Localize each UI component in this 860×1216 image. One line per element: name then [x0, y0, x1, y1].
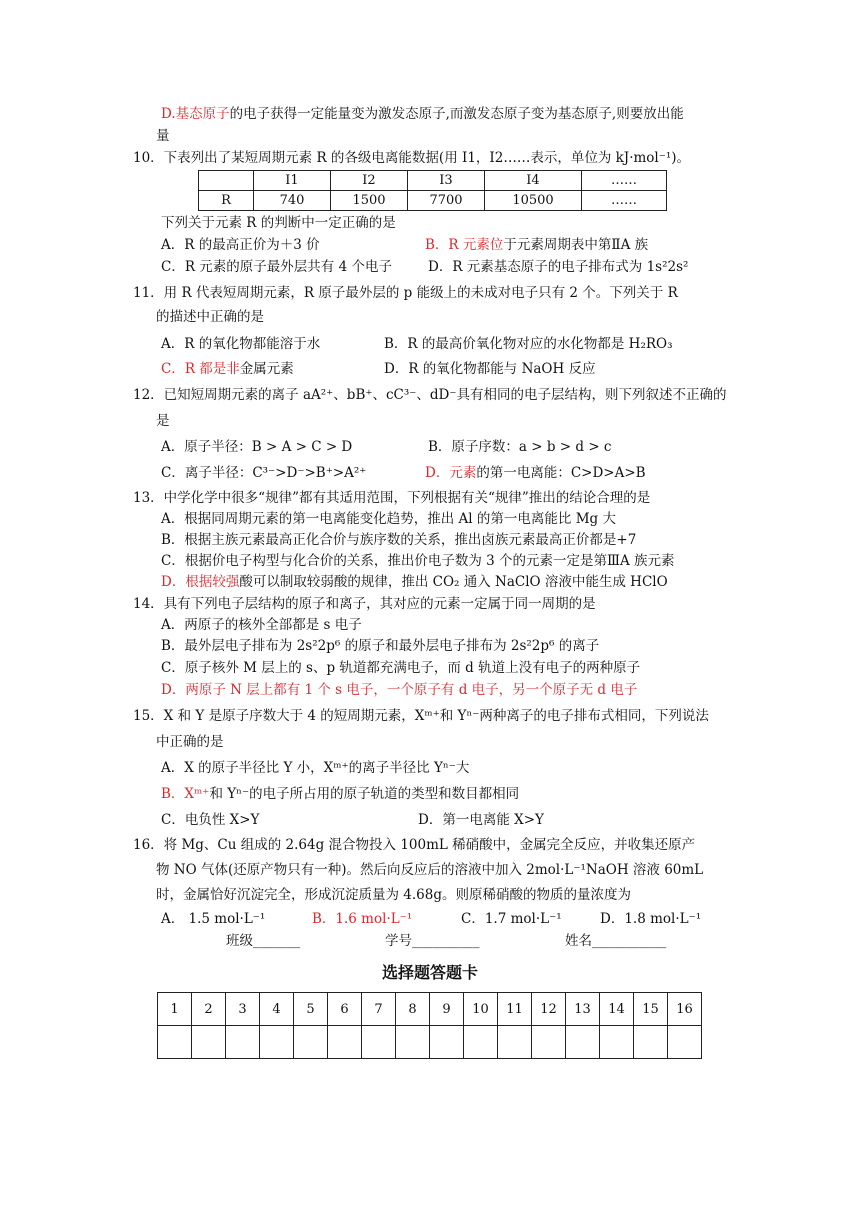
- q10-stem: 10．下表列出了某短周期元素 R 的各级电离能数据(用 I1，I2……表示，单位为 kJ·mol⁻¹)。: [133, 150, 691, 166]
- q13-option-b: B．根据主族元素最高正化合价与族序数的关系，推出卤族元素最高正价都是+7: [161, 532, 637, 548]
- q10-option-c: C．R 元素的原子最外层共有 4 个电子: [161, 259, 392, 275]
- q11-stem-cont: 的描述中正确的是: [156, 309, 264, 325]
- q11-option-a: A．R 的氧化物都能溶于水: [161, 336, 321, 352]
- answer-card-cell[interactable]: [600, 1026, 634, 1059]
- answer-card-number: 5: [294, 993, 328, 1026]
- name-field[interactable]: 姓名___________: [565, 933, 667, 949]
- answer-card-number: 12: [532, 993, 566, 1026]
- q13-option-a: A．根据同周期元素的第一电离能变化趋势，推出 Al 的第一电离能比 Mg 大: [161, 511, 616, 527]
- q15-stem-cont: 中正确的是: [156, 734, 224, 750]
- q10-option-a: A．R 的最高正价为＋3 价: [161, 237, 320, 253]
- q11-option-d: D．R 的氧化物都能与 NaOH 反应: [384, 361, 596, 377]
- answer-card-cell[interactable]: [532, 1026, 566, 1059]
- q16-option-a: A． 1.5 mol·L⁻¹: [161, 911, 266, 927]
- answer-card-number: 3: [226, 993, 260, 1026]
- answer-card-number: 9: [430, 993, 464, 1026]
- answer-card-number: 14: [600, 993, 634, 1026]
- q10-option-b: B．R 元素位于元素周期表中第ⅡA 族: [425, 237, 649, 253]
- q12-option-b: B．原子序数：a > b > d > c: [428, 439, 612, 455]
- ionization-table-header: I1 I2 I3 I4 ……: [199, 171, 667, 191]
- answer-card-cell[interactable]: [328, 1026, 362, 1059]
- answer-card-title: 选择题答题卡: [381, 963, 478, 982]
- class-field[interactable]: 班级_______: [226, 933, 301, 949]
- answer-card-cell[interactable]: [634, 1026, 668, 1059]
- q13-option-c: C．根据价电子构型与化合价的关系，推出价电子数为 3 个的元素一定是第ⅢA 族元素: [161, 553, 675, 569]
- q10-option-d: D．R 元素基态原子的电子排布式为 1s²2s²: [428, 259, 689, 275]
- q16-stem-cont1: 物 NO 气体(还原产物只有一种)。然后向反应后的溶液中加入 2mol·L⁻¹NaOH 溶液 60mL: [156, 862, 704, 878]
- answer-card-cell[interactable]: [294, 1026, 328, 1059]
- q12-option-c: C．离子半径：C³⁻>D⁻>B⁺>A²⁺: [161, 465, 367, 481]
- q14-option-c: C．原子核外 M 层上的 s、p 轨道都充满电子，而 d 轨道上没有电子的两种原子: [161, 660, 641, 676]
- q16-stem-cont2: 时，金属恰好沉淀完全，形成沉淀质量为 4.68g。则原稀硝酸的物质的量浓度为: [156, 887, 631, 903]
- q14-option-a: A．两原子的核外全部都是 s 电子: [161, 617, 362, 633]
- q16-option-b: B．1.6 mol·L⁻¹: [312, 911, 413, 927]
- answer-card-number: 2: [192, 993, 226, 1026]
- student-id-field[interactable]: 学号__________: [385, 933, 480, 949]
- answer-card-cell[interactable]: [498, 1026, 532, 1059]
- answer-card-number: 6: [328, 993, 362, 1026]
- q13-stem: 13．中学化学中很多“规律”都有其适用范围，下列根据有关“规律”推出的结论合理的是: [133, 490, 651, 506]
- answer-card-cell[interactable]: [226, 1026, 260, 1059]
- q16-option-c: C．1.7 mol·L⁻¹: [461, 911, 562, 927]
- q15-option-b: B．Xᵐ⁺和 Yⁿ⁻的电子所占用的原子轨道的类型和数目都相同: [161, 786, 520, 802]
- answer-card-number: 1: [158, 993, 192, 1026]
- answer-card-number: 15: [634, 993, 668, 1026]
- answer-card-number: 11: [498, 993, 532, 1026]
- answer-card-header-row: [158, 993, 702, 1026]
- q14-option-d: D．两原子 N 层上都有 1 个 s 电子，一个原子有 d 电子，另一个原子无 d 电子: [161, 682, 638, 698]
- q15-option-a: A．X 的原子半径比 Y 小，Xᵐ⁺的离子半径比 Yⁿ⁻大: [161, 760, 470, 776]
- answer-card-number: 16: [668, 993, 702, 1026]
- q15-option-d: D．第一电离能 X>Y: [418, 812, 544, 828]
- answer-card-cell[interactable]: [668, 1026, 702, 1059]
- q14-stem: 14．具有下列电子层结构的原子和离子，其对应的元素一定属于同一周期的是: [133, 596, 596, 612]
- answer-card-cell[interactable]: [430, 1026, 464, 1059]
- answer-card-cell[interactable]: [192, 1026, 226, 1059]
- q12-option-d: D．元素的第一电离能：C>D>A>B: [425, 465, 646, 481]
- answer-card-number: 7: [362, 993, 396, 1026]
- q15-stem: 15．X 和 Y 是原子序数大于 4 的短周期元素，Xᵐ⁺和 Yⁿ⁻两种离子的电子排布式相同，下列说法: [133, 708, 709, 724]
- q14-option-b: B．最外层电子排布为 2s²2p⁶ 的原子和最外层电子排布为 2s²2p⁶ 的离子: [161, 638, 600, 654]
- q10-sub: 下列关于元素 R 的判断中一定正确的是: [161, 215, 396, 231]
- q9-option-d-cont: 量: [156, 128, 170, 144]
- answer-card-number: 13: [566, 993, 600, 1026]
- q12-stem: 12．已知短周期元素的离子 aA²⁺、bB⁺、cC³⁻、dD⁻具有相同的电子层结构，则下列叙述不正确的: [133, 387, 727, 403]
- q12-stem-cont: 是: [156, 413, 170, 429]
- answer-card-answer-row: [158, 1026, 702, 1059]
- answer-card-cell[interactable]: [464, 1026, 498, 1059]
- answer-card-number: 10: [464, 993, 498, 1026]
- ionization-table: [198, 170, 667, 211]
- ionization-table-row: R 740 1500 7700 10500 ……: [199, 191, 667, 211]
- answer-card-cell[interactable]: [396, 1026, 430, 1059]
- q12-option-a: A．原子半径：B > A > C > D: [161, 439, 353, 455]
- answer-card-number: 4: [260, 993, 294, 1026]
- q15-option-c: C．电负性 X>Y: [161, 812, 260, 828]
- q9-option-d: D.基态原子的电子获得一定能量变为激发态原子,而激发态原子变为基态原子,则要放出能: [161, 106, 684, 122]
- answer-card-cell[interactable]: [158, 1026, 192, 1059]
- q11-stem: 11．用 R 代表短周期元素，R 原子最外层的 p 能级上的未成对电子只有 2 个。下列关于 R: [133, 285, 678, 301]
- q11-option-b: B．R 的最高价氧化物对应的水化物都是 H₂RO₃: [384, 336, 673, 352]
- q13-option-d: D．根据较强酸可以制取较弱酸的规律，推出 CO₂ 通入 NaClO 溶液中能生成 HClO: [161, 574, 668, 590]
- q16-option-d: D．1.8 mol·L⁻¹: [600, 911, 702, 927]
- q11-option-c: C．R 都是非金属元素: [161, 361, 294, 377]
- answer-card-number: 8: [396, 993, 430, 1026]
- answer-card-cell[interactable]: [566, 1026, 600, 1059]
- answer-card-table: [157, 992, 702, 1059]
- answer-card-cell[interactable]: [260, 1026, 294, 1059]
- q16-stem: 16．将 Mg、Cu 组成的 2.64g 混合物投入 100mL 稀硝酸中，金属完全反应，并收集还原产: [133, 837, 696, 853]
- answer-card-cell[interactable]: [362, 1026, 396, 1059]
